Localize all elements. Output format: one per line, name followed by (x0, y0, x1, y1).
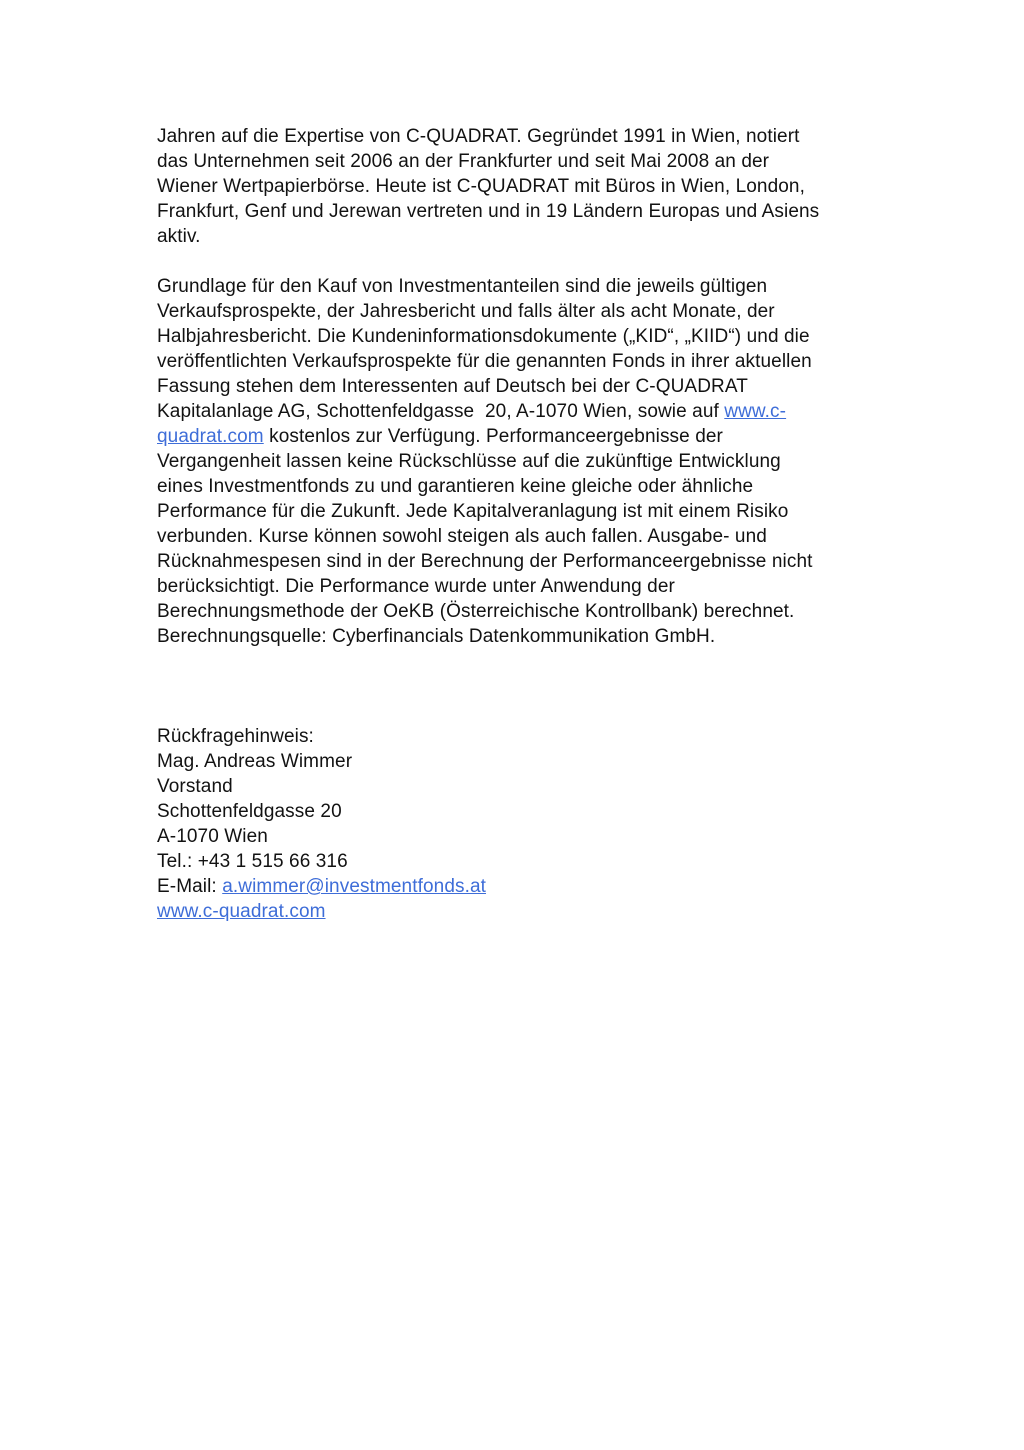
text-line: Halbjahresbericht. Die Kundeninformationsdokumente („KID“, „KIID“) und die (157, 326, 810, 347)
text-line: Frankfurt, Genf und Jerewan vertreten und in 19 Ländern Europas und Asiens (157, 201, 820, 222)
contact-street: Schottenfeldgasse 20 (157, 801, 342, 822)
text-segment: Kapitalanlage AG, Schottenfeldgasse 20, A-1070 Wien, sowie auf (157, 401, 725, 422)
text-line: Wiener Wertpapierbörse. Heute ist C-QUADRAT mit Büros in Wien, London, (157, 176, 805, 197)
text-line: berücksichtigt. Die Performance wurde unter Anwendung der (157, 576, 675, 597)
cquadrat-website-link-part2[interactable]: quadrat.com (157, 426, 264, 447)
contact-email-line (157, 874, 937, 899)
paragraph-legal-disclaimer (157, 274, 937, 649)
contact-city: A-1070 Wien (157, 826, 268, 847)
text-line: Rücknahmespesen sind in der Berechnung der Performanceergebnisse nicht (157, 551, 813, 572)
contact-role: Vorstand (157, 776, 233, 797)
text-line: verbunden. Kurse können sowohl steigen als auch fallen. Ausgabe- und (157, 526, 767, 547)
text-line: veröffentlichten Verkaufsprospekte für die genannten Fonds in ihrer aktuellen (157, 351, 812, 372)
text-line: Jahren auf die Expertise von C-QUADRAT. Gegründet 1991 in Wien, notiert (157, 126, 800, 147)
paragraph-company-history (157, 124, 937, 249)
text-line: Verkaufsprospekte, der Jahresbericht und falls älter als acht Monate, der (157, 301, 775, 322)
text-line (157, 424, 937, 449)
text-line: Berechnungsmethode der OeKB (Österreichische Kontrollbank) berechnet. (157, 601, 795, 622)
website-link[interactable]: www.c-quadrat.com (157, 901, 326, 922)
text-line: Vergangenheit lassen keine Rückschlüsse auf die zukünftige Entwicklung (157, 451, 781, 472)
contact-heading: Rückfragehinweis: (157, 726, 314, 747)
text-line: eines Investmentfonds zu und garantieren keine gleiche oder ähnliche (157, 476, 754, 497)
text-line: aktiv. (157, 226, 201, 247)
contact-block (157, 724, 937, 924)
text-line: das Unternehmen seit 2006 an der Frankfurter und seit Mai 2008 an der (157, 151, 770, 172)
email-link[interactable]: a.wimmer@investmentfonds.at (222, 876, 487, 897)
contact-name: Mag. Andreas Wimmer (157, 751, 353, 772)
text-line: Fassung stehen dem Interessenten auf Deutsch bei der C-QUADRAT (157, 376, 748, 397)
text-line: Grundlage für den Kauf von Investmentanteilen sind die jeweils gültigen (157, 276, 768, 297)
text-line: Performance für die Zukunft. Jede Kapitalveranlagung ist mit einem Risiko (157, 501, 789, 522)
text-line: Berechnungsquelle: Cyberfinancials Datenkommunikation GmbH. (157, 626, 716, 647)
contact-website-line (157, 899, 937, 924)
email-label: E-Mail: (157, 876, 223, 897)
press-release-body (157, 124, 937, 949)
cquadrat-website-link-part1[interactable]: www.c- (724, 401, 787, 422)
contact-phone: Tel.: +43 1 515 66 316 (157, 851, 348, 872)
text-line (157, 399, 937, 424)
text-segment: kostenlos zur Verfügung. Performanceergebnisse der (263, 426, 723, 447)
